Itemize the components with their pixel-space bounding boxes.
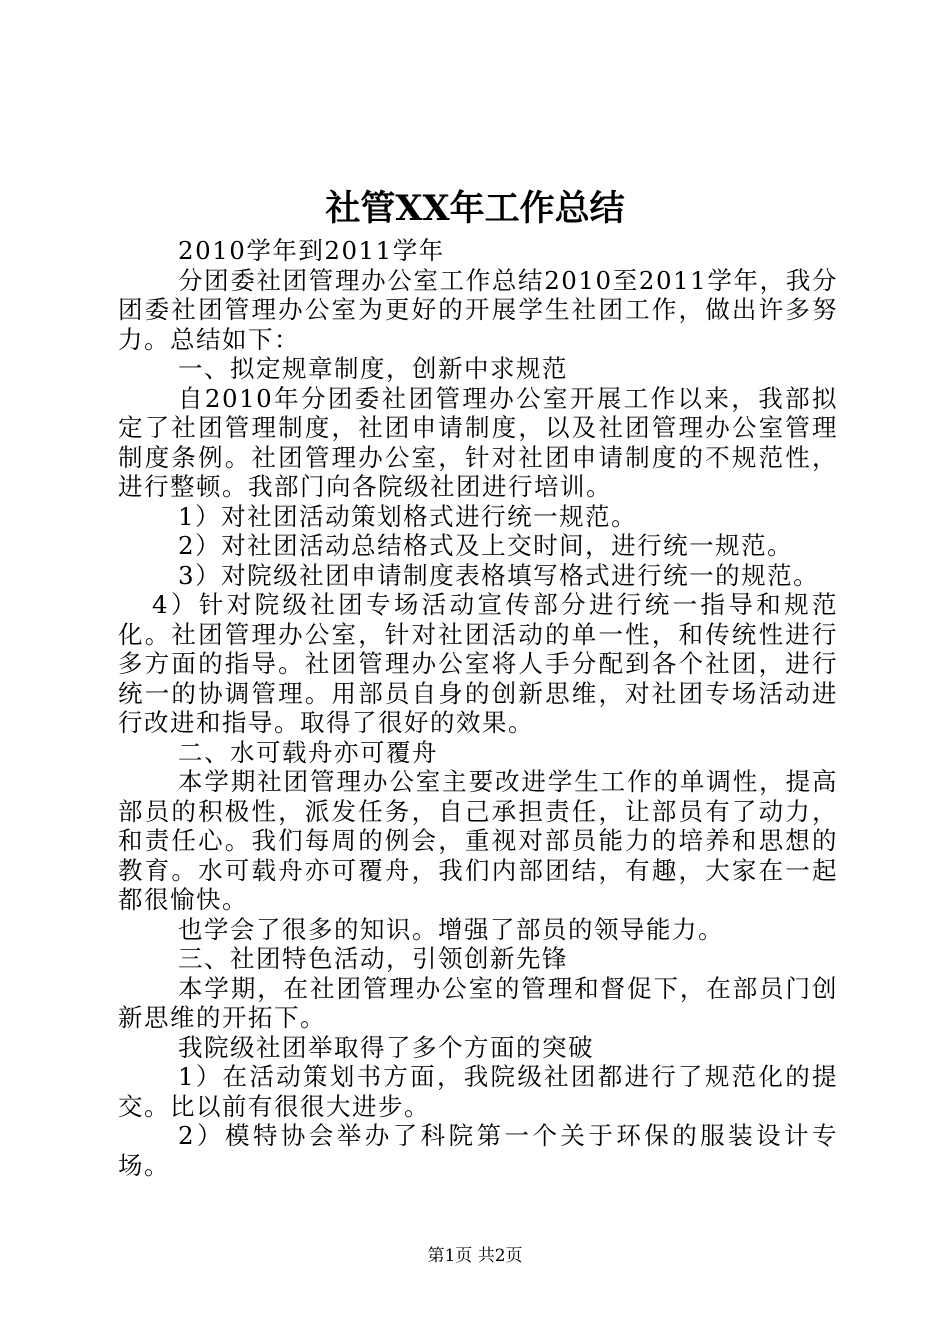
list-item-3: 3）对院级社团申请制度表格填写格式进行统一的规范。 (178, 560, 820, 590)
paragraph-section-3-cont: 我院级社团举取得了多个方面的突破 (178, 1032, 594, 1062)
list-item-4: 4）针对院级社团专场活动宣传部分进行统一指导和规范化。社团管理办公室，针对社团活动的单一性，和传统性进行多方面的指导。社团管理办公室将人手分配到各个社团，进行统一的协调管理。用部员自身的创新思维，对社团专场活动进行改进和指导。取得了很好的效果。 (118, 590, 838, 737)
paragraph-year-range: 2010学年到2011学年 (178, 236, 445, 265)
paragraph-section-2: 本学期社团管理办公室主要改进学生工作的单调性，提高部员的积极性，派发任务，自己承担责任，让部员有了动力，和责任心。我们每周的例会，重视对部员能力的培养和思想的教育。水可载舟亦可覆舟，我们内部团结，有趣，大家在一起都很愉快。 (118, 767, 838, 914)
document-title: 社管XX年工作总结 (325, 188, 625, 229)
paragraph-section-1: 自2010年分团委社团管理办公室开展工作以来，我部拟定了社团管理制度，社团申请制度，以及社团管理办公室管理制度条例。社团管理办公室，针对社团申请制度的不规范性，进行整顿。我部门向各院级社团进行培训。 (118, 383, 838, 501)
list-item-activity-2: 2）模特协会举办了科院第一个关于环保的服装设计专场。 (118, 1121, 838, 1180)
paragraph-intro: 分团委社团管理办公室工作总结2010至2011学年，我分团委社团管理办公室为更好的开展学生社团工作，做出许多努力。总结如下： (118, 265, 838, 354)
heading-section-3: 三、社团特色活动，引领创新先锋 (178, 944, 568, 973)
page-footer: 第1页 共2页 (427, 1246, 523, 1266)
list-item-activity-1: 1）在活动策划书方面，我院级社团都进行了规范化的提交。比以前有很很大进步。 (118, 1062, 838, 1121)
list-item-2: 2）对社团活动总结格式及上交时间，进行统一规范。 (178, 531, 794, 560)
heading-section-1: 一、拟定规章制度，创新中求规范 (178, 354, 568, 383)
paragraph-section-3: 本学期，在社团管理办公室的管理和督促下，在部员门创新思维的开拓下。 (118, 973, 838, 1032)
list-item-1: 1）对社团活动策划格式进行统一规范。 (178, 501, 638, 531)
paragraph-section-2-cont: 也学会了很多的知识。增强了部员的领导能力。 (178, 914, 724, 944)
document-body (118, 236, 838, 1180)
heading-section-2: 二、水可载舟亦可覆舟 (178, 737, 438, 767)
